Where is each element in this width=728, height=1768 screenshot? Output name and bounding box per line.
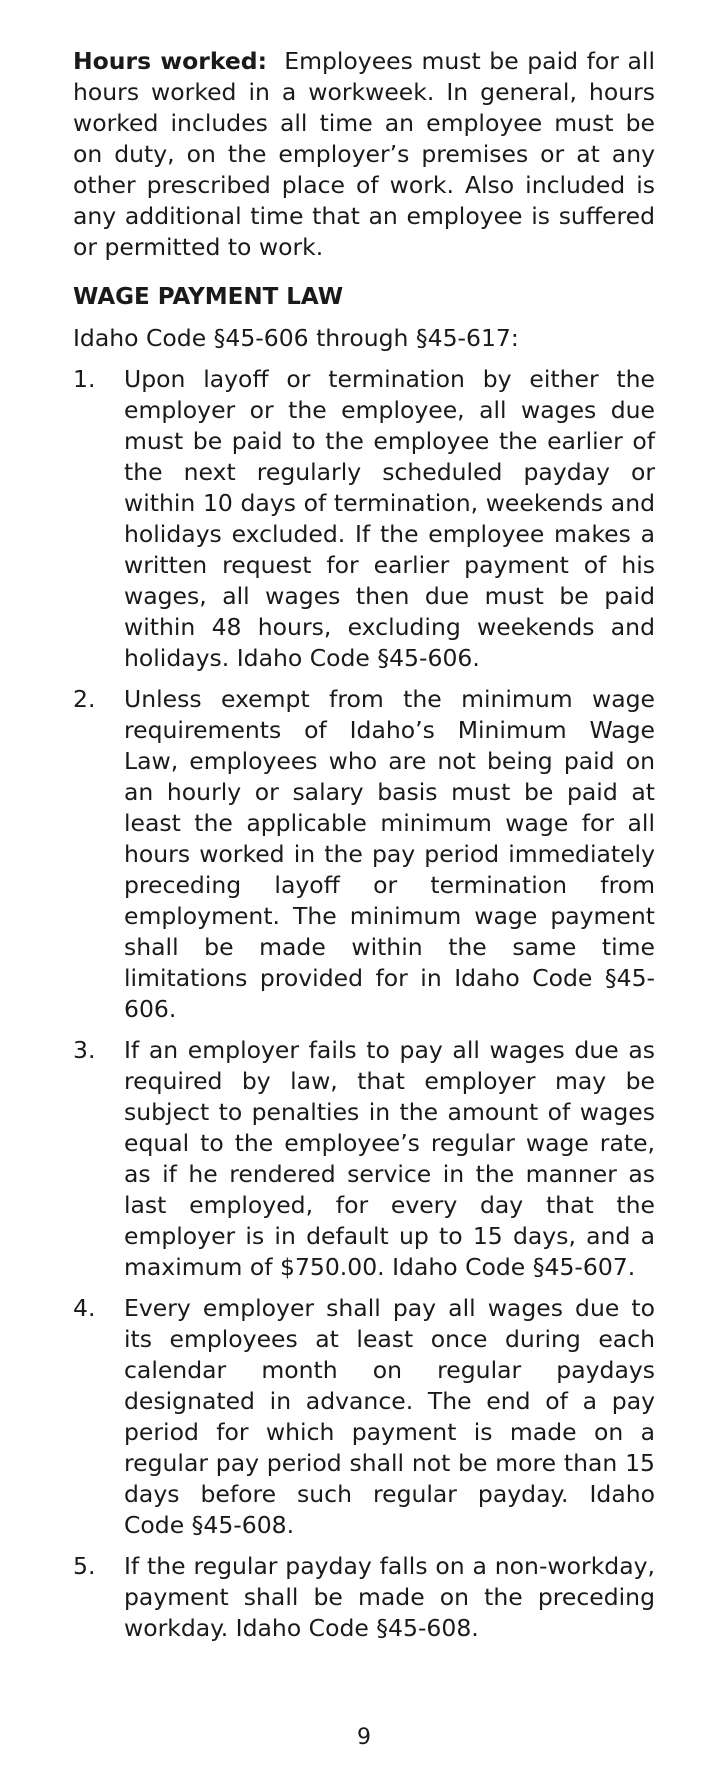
wage-payment-law-heading: WAGE PAYMENT LAW bbox=[73, 284, 344, 310]
list-item-number: 5. bbox=[73, 1552, 96, 1580]
list-item bbox=[73, 364, 655, 674]
list-item-text: If an employer fails to pay all wages due as required by law, that employer may be subject to penalties in the amount of wages equal to the employee’s regular wage rate, as if he rendered service in the manner as last employed, for every day that the employer is in default up to 15 days, and a maximum of $750.00. Idaho Code §45-607. bbox=[124, 1036, 655, 1281]
list-item bbox=[73, 1035, 655, 1283]
list-item-text: Every employer shall pay all wages due to its employees at least once during each calendar month on regular paydays designated in advance. The end of a pay period for which payment is made on a regular pay period shall not be more than 15 days before such regular payday. Idaho Code §45-608. bbox=[124, 1294, 655, 1539]
hours-worked-text: Employees must be paid for all hours worked in a workweek. In general, hours worked includes all time an employee must be on duty, on the employer’s premises or at any other prescribed place of work. Also included is any additional time that an employee is suffered or permitted to work. bbox=[73, 47, 655, 261]
list-item bbox=[73, 1293, 655, 1541]
list-item-number: 1. bbox=[73, 365, 96, 393]
list-item-number: 4. bbox=[73, 1294, 96, 1322]
hours-worked-label: Hours worked: bbox=[73, 47, 268, 75]
page-content bbox=[73, 46, 655, 1654]
list-item-text: If the regular payday falls on a non-workday, payment shall be made on the preceding workday. Idaho Code §45-608. bbox=[124, 1552, 655, 1642]
list-item bbox=[73, 684, 655, 1025]
wage-payment-law-intro: Idaho Code §45-606 through §45-617: bbox=[73, 324, 519, 352]
list-item-number: 2. bbox=[73, 685, 96, 713]
list-item-text: Unless exempt from the minimum wage requirements of Idaho’s Minimum Wage Law, employees who are not being paid on an hourly or salary basis must be paid at least the applicable minimum wage for all hours worked in the pay period immediately preceding layoff or termination from employment. The minimum wage payment shall be made within the same time limitations provided for in Idaho Code §45-606. bbox=[124, 685, 655, 1023]
page-number: 9 bbox=[357, 1725, 371, 1750]
list-item bbox=[73, 1551, 655, 1644]
list-item-text: Upon layoff or termination by either the employer or the employee, all wages due must be paid to the employee the earlier of the next regularly scheduled payday or within 10 days of termination, weekends and holidays excluded. If the employee makes a written request for earlier payment of his wages, all wages then due must be paid within 48 hours, excluding weekends and holidays. Idaho Code §45-606. bbox=[124, 365, 655, 672]
hours-worked-paragraph bbox=[73, 46, 655, 263]
list-item-number: 3. bbox=[73, 1036, 96, 1064]
wage-payment-law-list bbox=[73, 364, 655, 1644]
